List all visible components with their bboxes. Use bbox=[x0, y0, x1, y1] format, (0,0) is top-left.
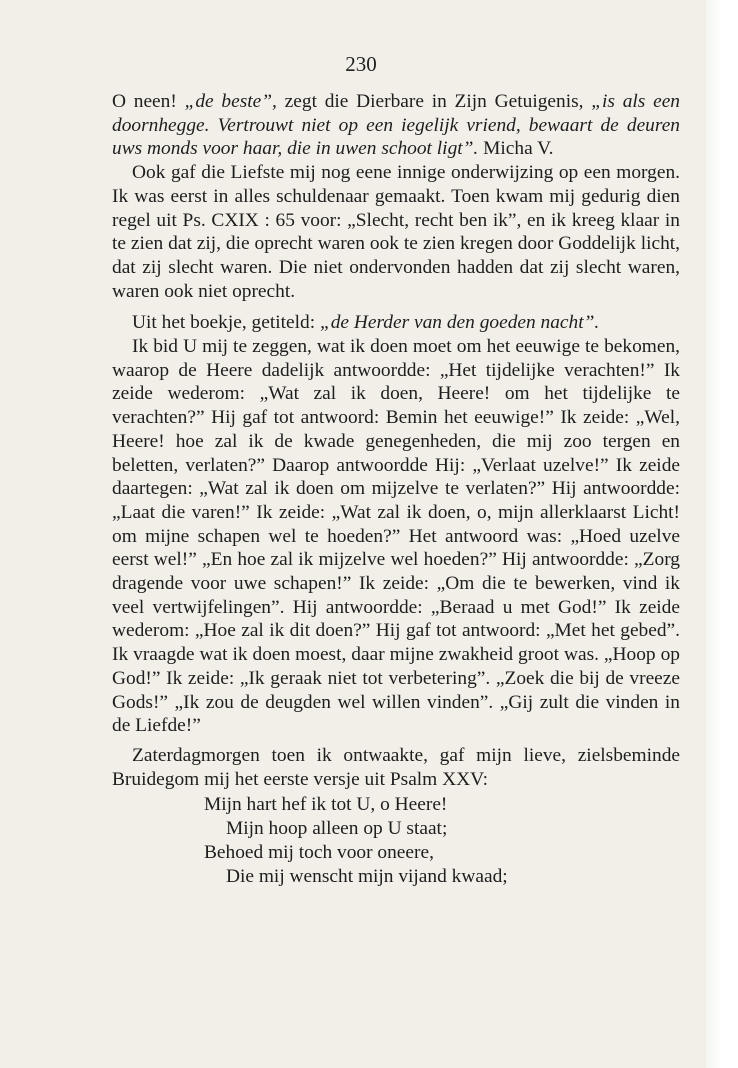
p3-book-title: „de Herder van den goeden nacht”. bbox=[319, 312, 600, 334]
p1-quote: „is als een doornhegge. Vertrouwt niet op een iegelijk vriend, bewaart de deuren uws monds voor haar, die in uwen schoot ligt”. bbox=[112, 91, 680, 160]
paragraph-5: Zaterdagmorgen toen ik ontwaakte, gaf mijn lieve, zielsbeminde Bruidegom mij het eerste versje uit Psalm XXV: bbox=[112, 744, 680, 790]
poem-line-3: Behoed mij toch voor oneere, bbox=[204, 841, 434, 863]
paragraph-3 bbox=[112, 311, 680, 335]
page-edge bbox=[706, 0, 722, 1068]
p1-reference: Micha V. bbox=[483, 138, 554, 160]
p1-text-c: zegt die Dierbare in Zijn Getuigenis, bbox=[284, 91, 592, 112]
psalm-verse bbox=[204, 793, 680, 888]
p1-text-a: O neen! bbox=[112, 91, 185, 112]
p3-intro: Uit het boekje, getiteld: bbox=[132, 312, 320, 334]
paragraph-2: Ook gaf die Liefste mij nog eene innige onderwijzing op een morgen. Ik was eerst in alles schuldenaar gemaakt. Toen kwam mij gedurig dien regel uit Ps. CXIX : 65 voor: „Slecht, recht ben ik”, en ik kreeg klaar in te zien dat zij, die oprecht waren ook te zien kregen door Goddelijk licht, dat zij slecht waren. Die niet ondervonden hadden dat zij slecht waren, waren ook niet oprecht. bbox=[112, 162, 680, 302]
poem-line-2: Mijn hoop alleen op U staat; bbox=[226, 818, 448, 840]
poem-line-1: Mijn hart hef ik tot U, o Heere! bbox=[204, 794, 448, 816]
paragraph-1 bbox=[112, 90, 680, 161]
p1-quote-title: „de beste”, bbox=[184, 91, 285, 112]
paragraph-4: Ik bid U mij te zeggen, wat ik doen moet om het eeuwige te bekomen, waarop de Heere dadelijk antwoordde: „Het tijdelijke verachten!” Ik zeide wederom: „Wat zal ik doen, Heere! om het tijdelijke te verachten?” Hij gaf tot antwoord: Bemin het eeuwige!” Ik zeide: „Wel, Heere! hoe zal ik de kwade genegenheden, die mij zoo tergen en beletten, verlaten?” Daarop antwoordde Hij: „Verlaat uzelve!” Ik zeide daartegen: „Wat zal ik doen om mijzelve te verlaten?” Hij antwoordde: „Laat die varen!” Ik zeide: „Wat zal ik doen, o, mijn allerklaarst Licht! om mijne schapen wel te hoeden?” Het antwoord was: „Hoed uzelve eerst wel!” „En hoe zal ik mijzelve wel hoeden?” Hij antwoordde: „Zorg dragende voor uwe schapen!” Ik zeide: „Om die te bewerken, vind ik veel vertwijfelingen”. Hij antwoordde: „Beraad u met God!” Ik zeide wederom: „Hoe zal ik dit doen?” Hij gaf tot antwoord: „Met het gebed”. Ik vraagde wat ik doen moest, daar mijne zwakheid groot was. „Hoop op God!” Ik zeide: „Ik geraak niet tot verbetering”. „Zoek die bij de vreeze Gods!” „Ik zou de deugden wel willen vinden”. „Gij zult die vinden in de Liefde!” bbox=[112, 336, 680, 737]
body-text bbox=[112, 90, 680, 888]
poem-line-4: Die mij wenscht mijn vijand kwaad; bbox=[226, 865, 508, 887]
page-number: 230 bbox=[345, 52, 377, 76]
